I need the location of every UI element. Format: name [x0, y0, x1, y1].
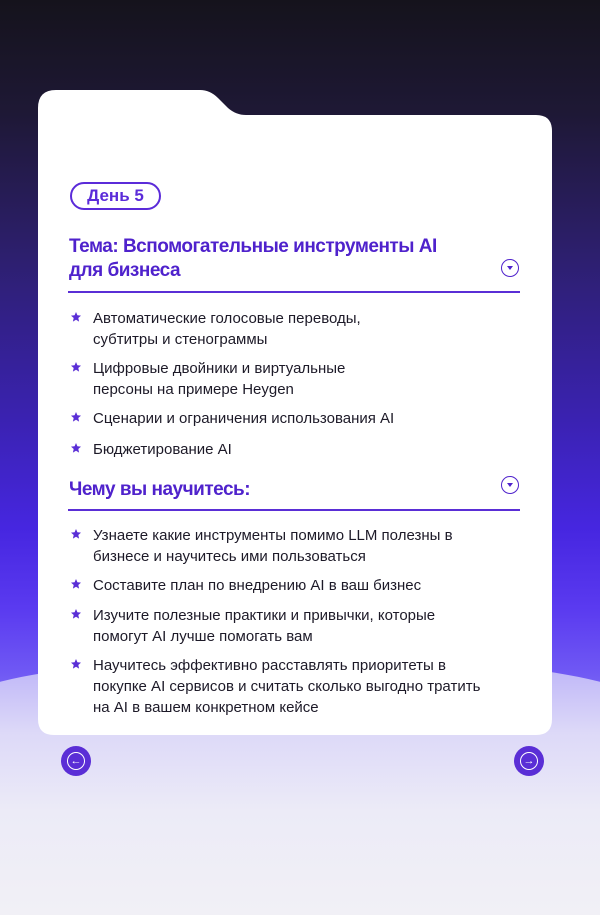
list-item-line: Бюджетирование AI: [93, 441, 232, 458]
list-item-line: бизнесе и научитесь ими пользоваться: [93, 548, 366, 565]
list-item: [69, 308, 529, 350]
topic-collapse-chevron-icon[interactable]: [501, 259, 519, 277]
list-item: [69, 655, 529, 718]
list-item-line: Цифровые двойники и виртуальные: [93, 360, 346, 377]
arrow-right-icon: [520, 752, 538, 770]
next-slide-button[interactable]: [514, 746, 544, 776]
bullet-star-icon: [71, 659, 81, 669]
bullet-star-icon: [71, 362, 81, 372]
list-item: [69, 408, 529, 429]
list-item-line: Составите план по внедрению AI в ваш бизнес: [93, 577, 422, 594]
list-item: [69, 525, 529, 567]
learn-collapse-chevron-icon[interactable]: [501, 476, 519, 494]
folder-card: [38, 90, 552, 735]
learn-list: [69, 525, 529, 718]
topic-divider: [68, 291, 520, 293]
bullet-star-icon: [71, 529, 81, 539]
day-badge: [70, 182, 161, 210]
arrow-left-glyph: ←: [70, 754, 82, 767]
bullet-star-icon: [71, 609, 81, 619]
topic-list: [69, 308, 529, 460]
prev-slide-button[interactable]: [61, 746, 91, 776]
list-item: [69, 358, 529, 400]
list-item-line: на AI в вашем конкретном кейсе: [93, 699, 319, 716]
list-item-line: помогут AI лучше помогать вам: [93, 628, 313, 645]
list-item: [69, 439, 529, 460]
arrow-right-glyph: →: [523, 754, 535, 767]
learn-divider: [68, 509, 520, 511]
arrow-left-icon: [67, 752, 85, 770]
bullet-star-icon: [71, 412, 81, 422]
topic-title-line2: для бизнеса: [69, 260, 181, 281]
list-item-line: субтитры и стенограммы: [93, 331, 268, 348]
learn-title: [69, 478, 250, 502]
bullet-star-icon: [71, 443, 81, 453]
bullet-star-icon: [71, 312, 81, 322]
list-item-line: Изучите полезные практики и привычки, которые: [93, 607, 436, 624]
list-item-line: Узнаете какие инструменты помимо LLM полезны в: [93, 527, 453, 544]
list-item-line: персоны на примере Heygen: [93, 381, 294, 398]
bullet-star-icon: [71, 579, 81, 589]
list-item: [69, 605, 529, 647]
list-item: [69, 575, 529, 596]
day-badge-label: День 5: [87, 186, 144, 205]
list-item-line: Научитесь эффективно расставлять приоритеты в: [93, 657, 446, 674]
topic-title-line1: Тема: Вспомогательные инструменты AI: [69, 236, 437, 257]
list-item-line: покупке AI сервисов и считать сколько выгодно тратить: [93, 678, 481, 695]
list-item-line: Сценарии и ограничения использования AI: [93, 410, 395, 427]
learn-title-text: Чему вы научитесь:: [69, 479, 251, 500]
topic-title: [69, 235, 437, 283]
list-item-line: Автоматические голосовые переводы,: [93, 310, 361, 327]
